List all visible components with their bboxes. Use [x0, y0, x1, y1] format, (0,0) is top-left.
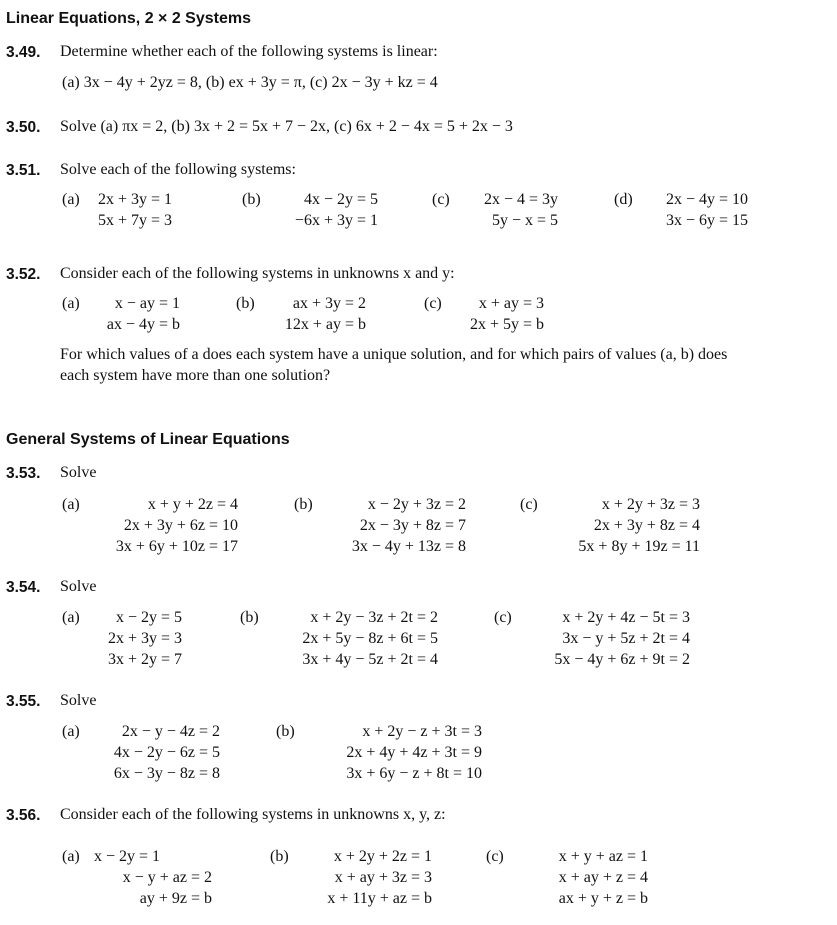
equation: 5y − x = 5 [491, 212, 558, 229]
section-title-linear-2x2: Linear Equations, 2 × 2 Systems [6, 10, 251, 27]
problem-number: 3.52. [6, 266, 41, 283]
equation: 2x − 3y + 8z = 7 [359, 517, 466, 534]
equation-system [556, 494, 700, 557]
part-label: (c) [520, 496, 538, 513]
equation: 2x + 3y = 1 [98, 191, 173, 208]
problem-number: 3.50. [6, 119, 41, 136]
part-label: (c) [432, 191, 450, 208]
problem-number: 3.49. [6, 44, 41, 61]
equation: 2x + 5y − 8z + 6t = 5 [302, 630, 438, 647]
equation-system [276, 607, 438, 670]
equation-system [520, 846, 648, 909]
equation: ax − 4y = b [106, 316, 180, 333]
problem-text: Solve [60, 692, 97, 709]
part-label: (c) [494, 609, 512, 626]
part-label: (b) [270, 848, 289, 865]
equation: 3x − 4y + 13z = 8 [351, 538, 466, 555]
problem-text: Solve [60, 578, 97, 595]
equation-system [312, 721, 482, 784]
equation: 3x + 4y − 5z + 2t = 4 [302, 651, 438, 668]
equation: 5x − 4y + 6z + 9t = 2 [554, 651, 690, 668]
problem-text: Consider each of the following systems in unknowns x and y: [60, 265, 455, 282]
equation-system [528, 607, 690, 670]
problem-text: Determine whether each of the following systems is linear: [60, 43, 438, 60]
equation: x − 2y + 3z = 2 [367, 496, 466, 513]
problem-number: 3.53. [6, 465, 41, 482]
equation: x + y + 2z = 4 [147, 496, 238, 513]
part-label: (c) [486, 848, 504, 865]
equation: x + 2y + 2z = 1 [333, 848, 432, 865]
part-label: (c) [424, 295, 442, 312]
equation-system [330, 494, 466, 557]
equation: 2x − 4y = 10 [665, 191, 748, 208]
equation: 3x + 6y − z + 8t = 10 [346, 765, 482, 782]
part-label: (a) [62, 609, 80, 626]
problem-number: 3.51. [6, 162, 41, 179]
equation-system [268, 293, 366, 335]
equation: 5x + 8y + 19z = 11 [578, 538, 700, 555]
part-label: (a) [62, 848, 80, 865]
equation: x − y + az = 2 [122, 869, 212, 886]
equation-system [454, 293, 544, 335]
part-label: (b) [242, 191, 261, 208]
equation: −6x + 3y = 1 [294, 212, 378, 229]
problem-number: 3.56. [6, 807, 41, 824]
part-label: (a) [62, 496, 80, 513]
equation: 4x − 2y = 5 [303, 191, 378, 208]
section-title-general-systems: General Systems of Linear Equations [6, 431, 290, 448]
equation: 4x − 2y − 6z = 5 [113, 744, 220, 761]
equation: 2x − 4 = 3y [483, 191, 558, 208]
equation-system [644, 189, 748, 231]
equation: ax + 3y = 2 [292, 295, 366, 312]
equation-system [98, 189, 172, 231]
equation: x + 2y − 3z + 2t = 2 [310, 609, 438, 626]
problem-text: Solve [60, 464, 97, 481]
part-label: (d) [614, 191, 633, 208]
equation: 2x + 3y + 6z = 10 [123, 517, 238, 534]
part-label: (a) [62, 191, 80, 208]
equation: x + 2y − z + 3t = 3 [362, 723, 482, 740]
part-label: (a) [62, 723, 80, 740]
part-label: (b) [294, 496, 313, 513]
part-label: (b) [240, 609, 259, 626]
problem-line: (a) 3x − 4y + 2yz = 8, (b) ex + 3y = π, (c) 2x − 3y + kz = 4 [62, 74, 438, 91]
equation: ax + y + z = b [558, 890, 648, 907]
equation: x − 2y = 5 [115, 609, 182, 626]
part-label: (b) [276, 723, 295, 740]
equation: x + ay + z = 4 [558, 869, 648, 886]
equation: x + 2y + 4z − 5t = 3 [562, 609, 690, 626]
problem-text: Solve (a) πx = 2, (b) 3x + 2 = 5x + 7 − 2x, (c) 6x + 2 − 4x = 5 + 2x − 3 [60, 118, 513, 135]
equation-system [94, 846, 212, 909]
equation-system [96, 607, 182, 670]
equation: x − 2y = 1 [94, 848, 161, 865]
equation: x + 11y + az = b [327, 890, 432, 907]
equation: 2x − y − 4z = 2 [121, 723, 220, 740]
equation-system [92, 293, 180, 335]
problem-question: each system have more than one solution? [60, 367, 331, 384]
equation: 5x + 7y = 3 [98, 212, 173, 229]
equation: x − ay = 1 [114, 295, 180, 312]
equation: 2x + 5y = b [469, 316, 544, 333]
problem-text: Consider each of the following systems in unknowns x, y, z: [60, 806, 446, 823]
equation: x + y + az = 1 [558, 848, 648, 865]
equation-system [94, 721, 220, 784]
problem-number: 3.54. [6, 579, 41, 596]
equation: 2x + 3y + 8z = 4 [593, 517, 700, 534]
problem-number: 3.55. [6, 693, 41, 710]
equation: 2x + 3y = 3 [107, 630, 182, 647]
problem-text: Solve each of the following systems: [60, 161, 296, 178]
part-label: (a) [62, 295, 80, 312]
equation-system [462, 189, 558, 231]
equation: x + 2y + 3z = 3 [601, 496, 700, 513]
problem-question: For which values of a does each system have a unique solution, and for which pairs of values (a, b) does [60, 346, 728, 363]
equation: 3x + 2y = 7 [107, 651, 182, 668]
equation: 3x − y + 5z + 2t = 4 [562, 630, 690, 647]
equation: 3x + 6y + 10z = 17 [115, 538, 238, 555]
equation: 3x − 6y = 15 [665, 212, 748, 229]
equation: x + ay + 3z = 3 [334, 869, 432, 886]
equation-system [96, 494, 238, 557]
equation: 2x + 4y + 4z + 3t = 9 [346, 744, 482, 761]
equation-system [304, 846, 432, 909]
equation: 12x + ay = b [284, 316, 366, 333]
equation-system [272, 189, 378, 231]
equation: ay + 9z = b [139, 890, 212, 907]
part-label: (b) [236, 295, 255, 312]
equation: 6x − 3y − 8z = 8 [113, 765, 220, 782]
equation: x + ay = 3 [478, 295, 544, 312]
